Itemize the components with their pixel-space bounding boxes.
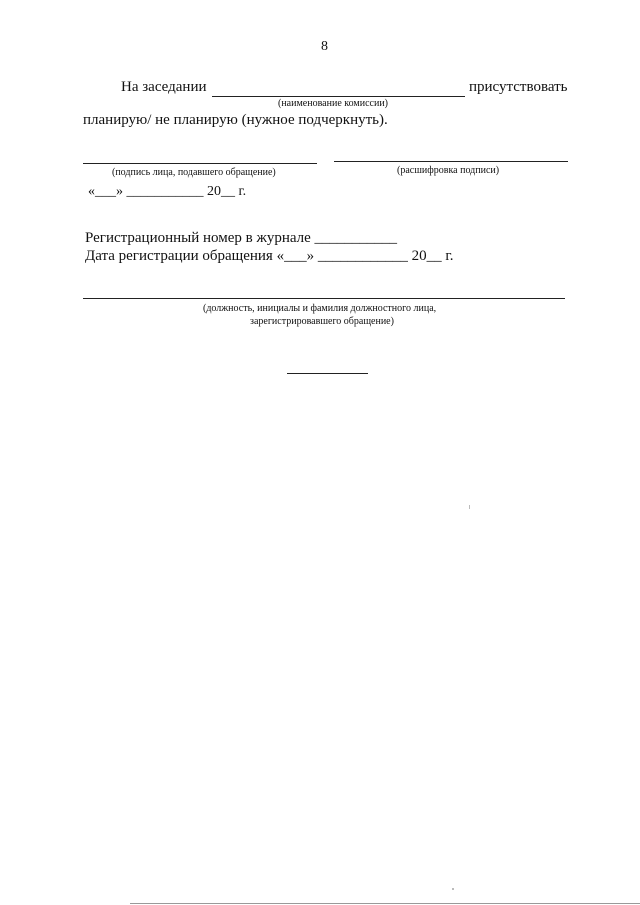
registration-date-line: Дата регистрации обращения «___» ____________ 20__ г. (85, 248, 454, 264)
official-blank (83, 298, 565, 299)
scan-speck (452, 888, 454, 890)
signature-date-line: «___» ___________ 20__ г. (88, 184, 247, 199)
official-caption-line1: (должность, инициалы и фамилия должностного лица, (203, 303, 437, 314)
official-caption-line2: зарегистрировавшего обращение) (250, 316, 394, 327)
signature-caption: (подпись лица, подавшего обращение) (112, 167, 276, 178)
end-separator (287, 373, 368, 374)
signature-transcript-caption: (расшифровка подписи) (397, 165, 500, 176)
scan-edge-line (130, 903, 640, 904)
journal-number-line: Регистрационный номер в журнале ___________ (85, 230, 398, 246)
session-prefix-text: На заседании (121, 79, 207, 95)
page-number: 8 (321, 39, 328, 54)
session-continuation-text: планирую/ не планирую (нужное подчеркнуть). (83, 112, 388, 128)
signature-blank (83, 163, 317, 164)
signature-transcript-blank (334, 161, 568, 162)
commission-name-blank (212, 96, 465, 97)
commission-name-caption: (наименование комиссии) (278, 98, 389, 109)
session-suffix-text: присутствовать (469, 79, 568, 95)
scan-speck (469, 505, 470, 509)
